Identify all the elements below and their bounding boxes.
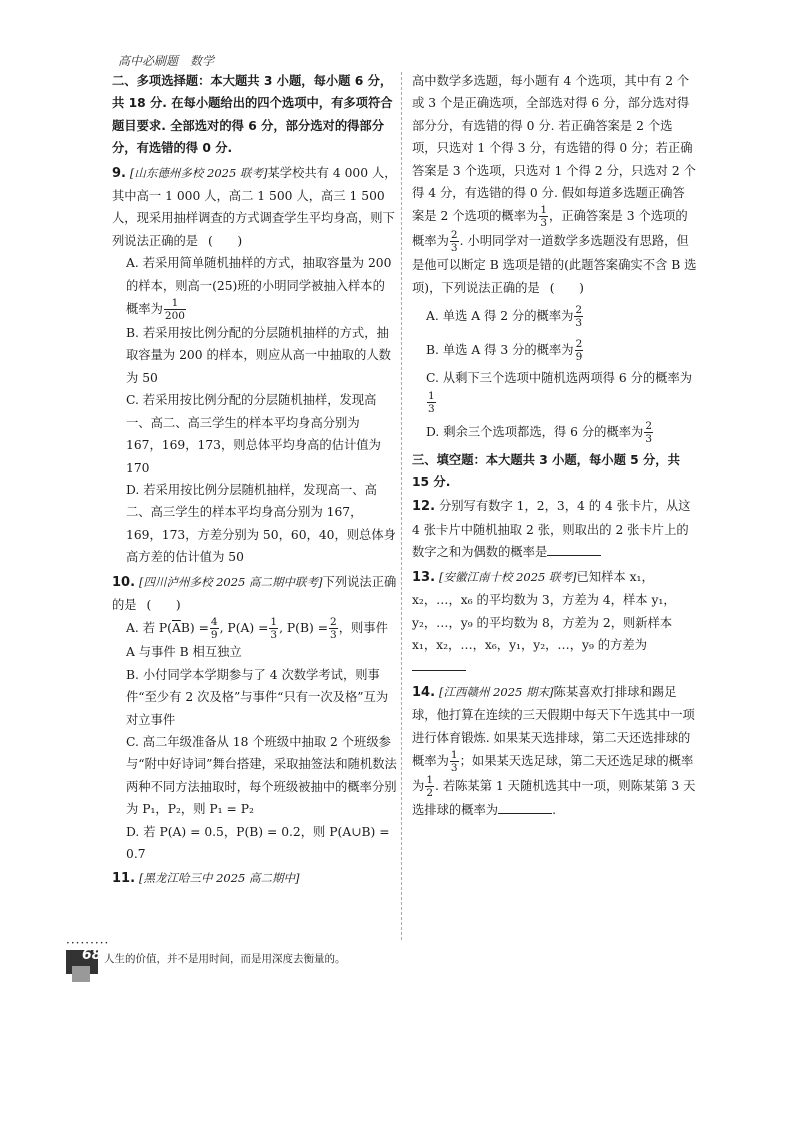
q10-a-part4: , P(B) =: [279, 621, 329, 636]
q9-number: 9.: [112, 165, 126, 181]
numerator: 2: [575, 304, 583, 317]
q11-d-frac: [644, 420, 653, 445]
q9-source: [山东德州多校 2025 联考]: [129, 165, 268, 180]
page-number-accent: [72, 966, 90, 982]
running-head: 高中必刷题 数学: [118, 54, 215, 68]
denominator: 3: [540, 217, 548, 230]
q11-stem-mid: ，正确答案是 3 个选项的概率为: [412, 209, 688, 249]
q11-frac1: [539, 204, 548, 229]
q14-number: 14.: [412, 684, 436, 700]
q10-a-part2: B) =: [180, 621, 209, 636]
denominator: 3: [270, 629, 278, 642]
q9-option-d: D. 若采用按比例分层随机抽样，发现高一、高二、高三学生的样本平均身高分别为 167，169，173，方差分别为 50，60，40，则总体身高方差的估计值为 50: [126, 482, 396, 565]
q14-stem: 陈某喜欢打排球和踢足球，他打算在连续的三天假期中每天下午选其中一项进行体育锻炼. 如果某天选排球，第二天还选排球的概率为: [412, 684, 695, 768]
q11-stem-text: 高中数学多选题，每小题有 4 个选项，其中有 2 个或 3 个是正确选项，全部选对得 6 分，部分选对得部分分，有选错的得 0 分. 若正确答案是 2 个选项，只选对 1 个得 3 分，有选错的得 0 分；若正确答案是 3 个选项，只选对 1 个得 2 分，只选对 2 个得 4 分，有选错的得 0 分. 假如每道多选题正确答案是 2 个选项的概率为: [412, 74, 696, 224]
q11-c-frac: [427, 390, 436, 415]
q10-a-frac1: [210, 616, 219, 641]
numerator: 1: [270, 616, 278, 629]
numerator: 2: [645, 419, 653, 432]
q11-c-text: C. 从剩下三个选项中随机选两项得 6 分的概率为: [426, 371, 693, 386]
q10-a-frac2: [269, 616, 278, 641]
q9-option-a: [126, 252, 397, 322]
q14-period: .: [552, 802, 557, 817]
q10-a-part3: , P(A) =: [219, 621, 269, 636]
q11-source: [黑龙江哈三中 2025 高二期中]: [138, 871, 300, 886]
q10-a-frac3: [329, 616, 338, 641]
q9-option-a-fraction: [164, 297, 186, 322]
numerator: 4: [210, 616, 218, 629]
numerator: 1: [428, 389, 435, 402]
q11-stem-tail: . 小明同学对一道数学多选题没有思路，但是他可以断定 B 选项是错的(此题答案确实不含 B 选项)，下列说法正确的是: [412, 234, 697, 295]
q9-answer-paren: ( ): [208, 233, 243, 248]
question-10: [112, 571, 397, 866]
denominator: 9: [575, 351, 583, 364]
q10-stem: 下列说法正确的是: [112, 574, 397, 612]
numerator: 1: [426, 773, 433, 786]
q11-stem: [412, 70, 697, 299]
numerator: 2: [330, 616, 337, 629]
q10-option-c: C. 高二年级准备从 18 个班级中抽取 2 个班级参与“附中好诗词”舞台搭建，采取抽签法和随机数法两种不同方法抽取时，每个班级被抽中的概率分别为 P₁，P₂，则 P₁ = P₂: [126, 734, 397, 817]
denominator: 9: [210, 629, 218, 642]
q11-answer-paren: ( ): [549, 280, 584, 295]
q9-option-c: C. 若采用按比例分配的分层随机抽样，发现高一、高二、高三学生的样本平均身高分别为 167，169，173，则总体平均身高的估计值为 170: [126, 393, 381, 475]
section-3-heading: 三、填空题：本大题共 3 小题，每小题 5 分，共 15 分.: [412, 452, 680, 490]
q11-a-text: A. 单选 A 得 2 分的概率为: [426, 309, 574, 324]
numerator: 2: [575, 338, 583, 351]
q11-d-text: D. 剩余三个选项都选，得 6 分的概率为: [426, 424, 644, 439]
q11-number: 11.: [112, 871, 136, 887]
question-14: [412, 681, 697, 822]
q10-source: [四川泸州多校 2025 高二期中联考]: [138, 574, 323, 589]
left-column: [112, 70, 397, 891]
denominator: 3: [330, 629, 337, 642]
q11-b-frac: [575, 338, 584, 363]
q10-option-d: D. 若 P(A) = 0.5，P(B) = 0.2，则 P(A∪B) = 0.7: [126, 824, 390, 861]
q14-source: [江西赣州 2025 期末]: [438, 684, 554, 699]
q14-frac2: [425, 774, 434, 799]
q13-source: [安徽江南十校 2025 联考]: [438, 569, 577, 584]
denominator: 200: [164, 310, 185, 323]
q12-stem: 分别写有数字 1，2，3，4 的 4 张卡片，从这 4 张卡片中随机抽取 2 张，则取出的 2 张卡片上的数字之和为偶数的概率是: [412, 499, 691, 560]
q10-number: 10.: [112, 574, 136, 590]
denominator: 3: [645, 432, 653, 445]
question-11-start: [112, 867, 397, 890]
numerator: 1: [164, 297, 186, 310]
section-2-heading: 二、多项选择题：本大题共 3 小题，每小题 6 分，共 18 分. 在每小题给出的四个选项中，有多项符合题目要求. 全部选对的得 6 分，部分选对的得部分分，有选错的得 0 分.: [112, 74, 393, 156]
q10-a-part5: ，则事件 A 与事件 B 相互独立: [126, 621, 388, 660]
q11-option-a: [426, 299, 697, 333]
denominator: 3: [428, 402, 435, 415]
q9-option-b: B. 若采用按比例分配的分层随机抽样的方式，抽取容量为 200 的样本，则应从高一中抽取的人数为 50: [126, 326, 391, 385]
page-number: 68: [82, 947, 102, 963]
footer-dots: ·········: [66, 936, 110, 950]
q11-option-c: [426, 367, 697, 414]
q14-stem-mid: ；如果某天选足球，第二天还选足球的概率为: [412, 753, 694, 793]
question-9: [112, 162, 397, 569]
numerator: 1: [540, 204, 548, 217]
q11-frac2: [450, 229, 459, 254]
numerator: 2: [450, 229, 458, 242]
denominator: 2: [426, 786, 433, 799]
denominator: 3: [575, 317, 583, 330]
column-divider: [401, 72, 402, 940]
q13-answer-blank[interactable]: [412, 658, 466, 671]
q9-stem: 某学校共有 4 000 人，其中高一 1 000 人，高二 1 500 人，高三 1 500 人，现采用抽样调查的方式调查学生平均身高，则下列说法正确的是: [112, 165, 397, 248]
q10-answer-paren: ( ): [146, 597, 181, 612]
q12-answer-blank[interactable]: [547, 543, 601, 556]
q13-number: 13.: [412, 569, 436, 585]
right-column: [412, 70, 697, 821]
q10-option-b: B. 小付同学本学期参与了 4 次数学考试，则事件“至少有 2 次及格”与事件“只有一次及格”互为对立事件: [126, 667, 389, 727]
q11-b-text: B. 单选 A 得 3 分的概率为: [426, 343, 574, 358]
denominator: 3: [450, 761, 458, 774]
q10-option-a: [126, 616, 397, 663]
question-12: [412, 495, 697, 563]
q9-option-a-text: A. 若采用简单随机抽样的方式，抽取容量为 200 的样本，则高一(25)班的小明同学被抽入样本的概率为: [126, 256, 392, 317]
q11-option-d: [426, 415, 697, 449]
footer-motto: 人生的价值，并不是用时间，而是用深度去衡量的。: [104, 953, 346, 965]
q11-option-b: [426, 333, 697, 367]
q11-a-frac: [574, 304, 583, 329]
question-13: [412, 566, 697, 679]
q13-stem: 已知样本 x₁，x₂，…，x₆ 的平均数为 3，方差为 4，样本 y₁，y₂，…，y₉ 的平均数为 8，方差为 2，则新样本 x₁，x₂，…，x₆，y₁，y₂，…，y₉ 的方差为: [412, 569, 676, 652]
q14-answer-blank[interactable]: [498, 801, 552, 814]
denominator: 3: [450, 242, 458, 255]
q14-stem-tail: . 若陈某第 1 天随机选其中一项，则陈某第 3 天选排球的概率为: [412, 778, 696, 817]
q12-number: 12.: [412, 499, 436, 515]
numerator: 1: [450, 748, 458, 761]
q10-a-complement: $\overline{A}$: [171, 621, 181, 636]
q10-a-part1: A. 若 P(: [126, 621, 172, 636]
q14-frac1: [450, 749, 459, 774]
